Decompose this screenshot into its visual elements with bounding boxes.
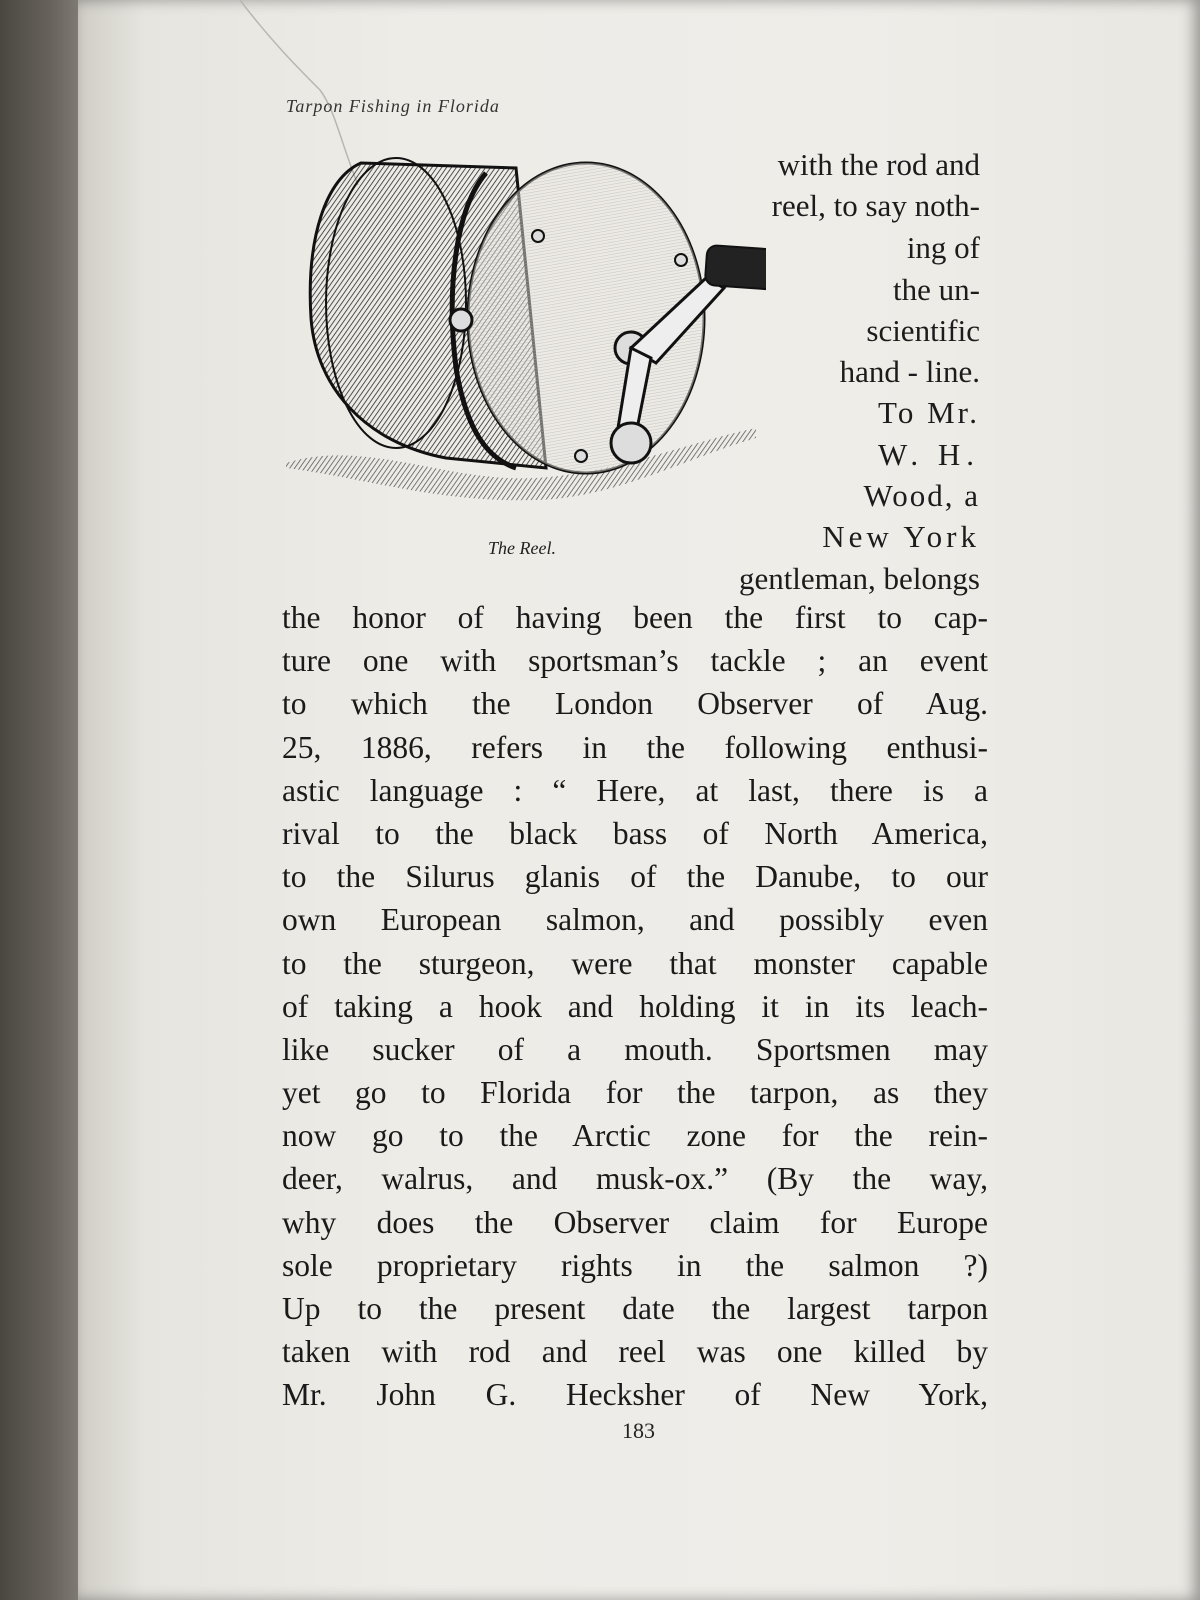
figure-caption: The Reel. — [488, 538, 556, 558]
text-line: rival to the black bass of North America, — [282, 815, 988, 851]
text-line: to the sturgeon, were that monster capable — [282, 945, 988, 981]
wrapped-line: reel, to say noth- — [771, 188, 980, 223]
text-line: like sucker of a mouth. Sportsmen may — [282, 1031, 988, 1067]
running-head: Tarpon Fishing in Florida — [286, 96, 500, 116]
wrapped-line: To Mr. — [878, 395, 980, 430]
wrapped-line: scientific — [866, 313, 980, 348]
wrapped-line: gentleman, belongs — [738, 561, 980, 596]
text-line: now go to the Arctic zone for the rein- — [282, 1118, 988, 1154]
wrapped-line: Wood, a — [863, 478, 980, 513]
text-line: astic language : “ Here, at last, there is a — [282, 772, 988, 808]
text-line: Mr. John G. Hecksher of New York, — [282, 1377, 988, 1413]
wrapped-line: the un- — [893, 272, 980, 307]
text-line: yet go to Florida for the tarpon, as they — [282, 1075, 988, 1111]
text-line: Up to the present date the largest tarpon — [282, 1291, 988, 1326]
text-line: to the Silurus glanis of the Danube, to our — [282, 859, 988, 895]
text-line: of taking a hook and holding it in its leach- — [282, 988, 988, 1024]
text-line: taken with rod and reel was one killed by — [282, 1334, 988, 1370]
wrapped-line: hand - line. — [839, 354, 980, 389]
wrapped-line: ing of — [906, 230, 980, 265]
text-line: 25, 1886, refers in the following enthusi- — [282, 729, 988, 765]
wrapped-line: W. H. — [877, 437, 980, 472]
text-line: the honor of having been the first to cap- — [282, 600, 988, 635]
page-number: 183 — [622, 1418, 655, 1443]
wrapped-line: with the rod and — [777, 147, 980, 182]
text-line: to which the London Observer of Aug. — [282, 686, 988, 722]
text-line: deer, walrus, and musk-ox.” (By the way, — [282, 1161, 988, 1197]
fishing-reel-illustration — [286, 138, 766, 518]
text-line: ture one with sportsman’s tackle ; an event — [282, 643, 988, 679]
wrapped-line: New York — [822, 519, 980, 554]
body-text — [282, 596, 988, 1417]
text-line: sole proprietary rights in the salmon ?) — [282, 1247, 988, 1283]
text-line: own European salmon, and possibly even — [282, 902, 988, 938]
text-line: why does the Observer claim for Europe — [282, 1204, 988, 1240]
